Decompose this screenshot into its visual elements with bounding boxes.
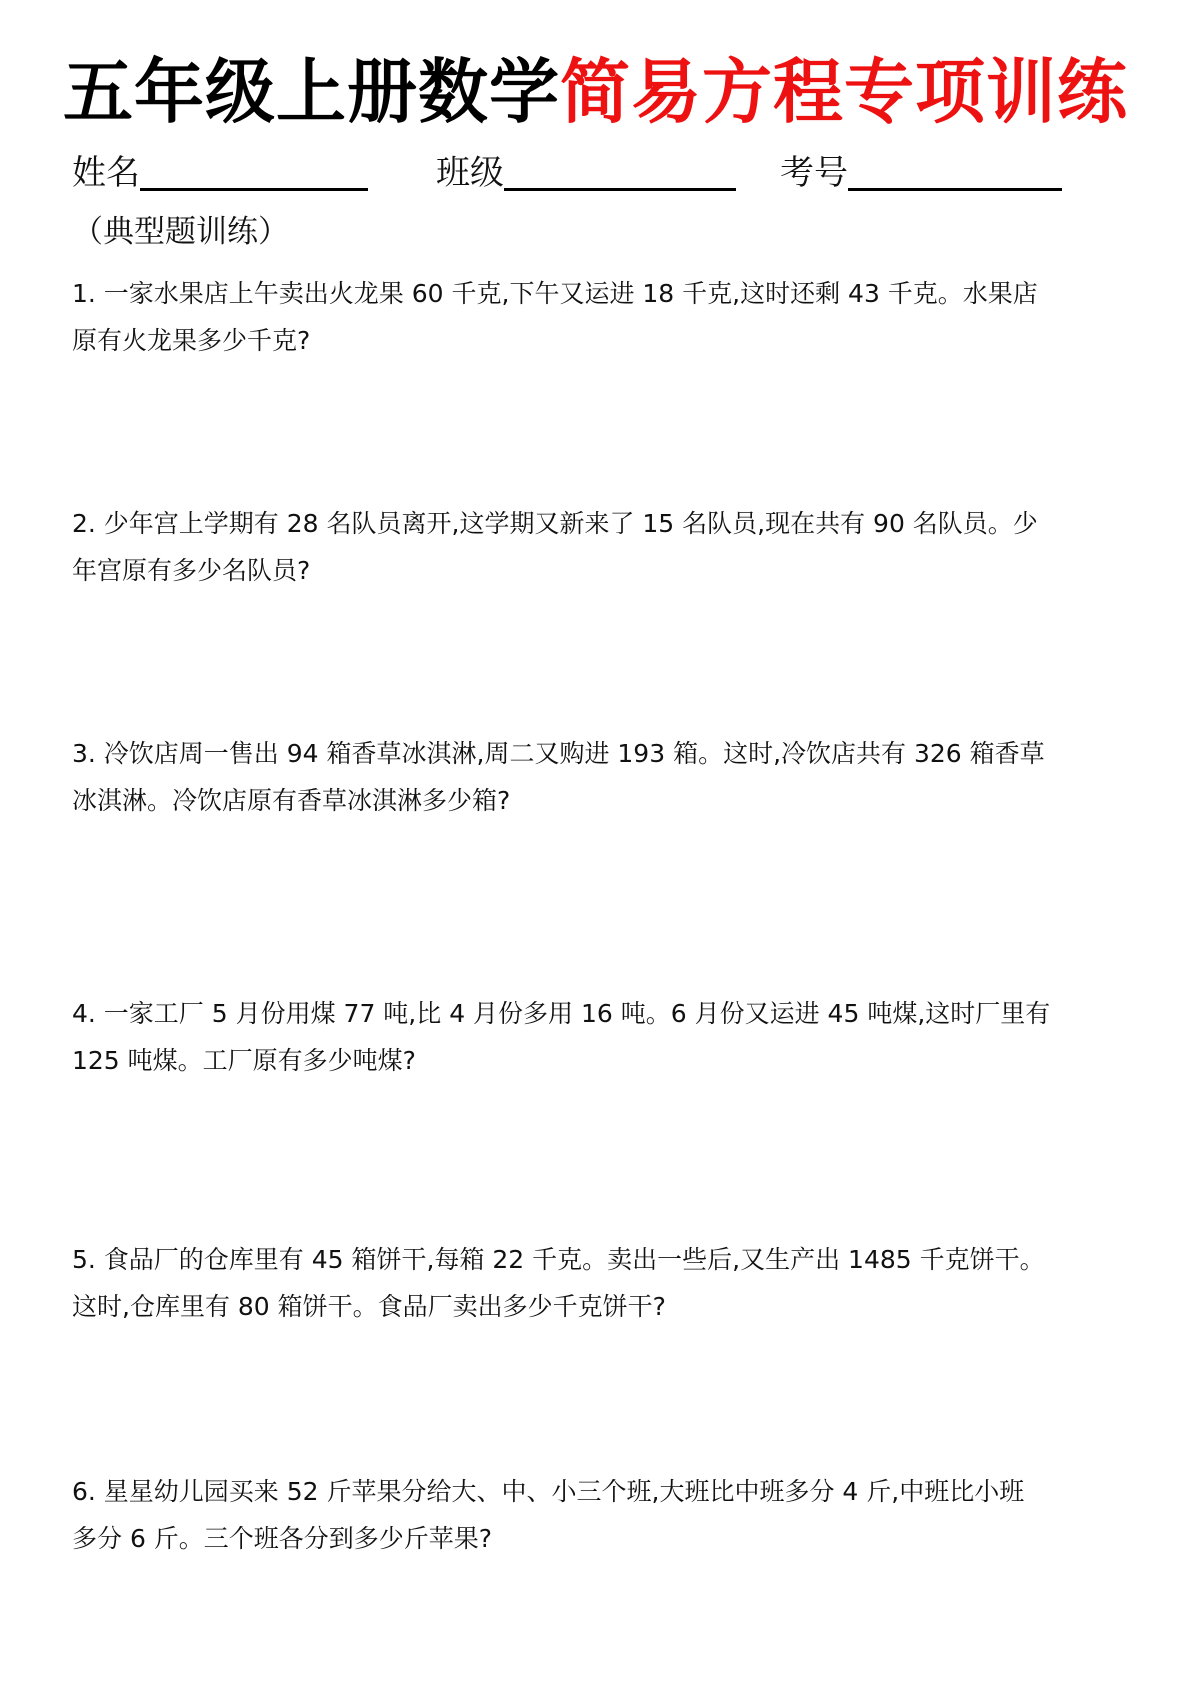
class-blank-line[interactable] bbox=[504, 148, 736, 191]
problem-5-line-2: 这时,仓库里有 80 箱饼干。食品厂卖出多少千克饼干? bbox=[72, 1292, 666, 1321]
problem-2-line-1: 2. 少年宫上学期有 28 名队员离开,这学期又新来了 15 名队员,现在共有 90 名队员。少 bbox=[72, 509, 1038, 538]
name-label: 姓名 bbox=[72, 153, 140, 193]
problem-4-line-2: 125 吨煤。工厂原有多少吨煤? bbox=[72, 1046, 416, 1075]
student-info-row bbox=[72, 148, 1132, 198]
exam-number-field[interactable] bbox=[780, 148, 1062, 198]
section-title: （典型题训练） bbox=[72, 214, 289, 250]
exam-number-label: 考号 bbox=[780, 153, 848, 193]
problem-3 bbox=[72, 730, 1126, 824]
problem-1-line-1: 1. 一家水果店上午卖出火龙果 60 千克,下午又运进 18 千克,这时还剩 43 千克。水果店 bbox=[72, 279, 1038, 308]
problem-6 bbox=[72, 1468, 1126, 1562]
problem-1-line-2: 原有火龙果多少千克? bbox=[72, 326, 311, 355]
problem-2-line-2: 年宫原有多少名队员? bbox=[72, 556, 311, 585]
name-field[interactable] bbox=[72, 148, 368, 198]
problem-6-line-2: 多分 6 斤。三个班各分到多少斤苹果? bbox=[72, 1524, 493, 1553]
problem-5 bbox=[72, 1236, 1126, 1330]
problem-5-line-1: 5. 食品厂的仓库里有 45 箱饼干,每箱 22 千克。卖出一些后,又生产出 1485 千克饼干。 bbox=[72, 1245, 1045, 1274]
problem-6-line-1: 6. 星星幼儿园买来 52 斤苹果分给大、中、小三个班,大班比中班多分 4 斤,中班比小班 bbox=[72, 1477, 1025, 1506]
problem-4-line-1: 4. 一家工厂 5 月份用煤 77 吨,比 4 月份多用 16 吨。6 月份又运进 45 吨煤,这时厂里有 bbox=[72, 999, 1051, 1028]
problem-3-line-1: 3. 冷饮店周一售出 94 箱香草冰淇淋,周二又购进 193 箱。这时,冷饮店共有 326 箱香草 bbox=[72, 739, 1045, 768]
name-blank-line[interactable] bbox=[140, 148, 368, 191]
problem-1 bbox=[72, 270, 1126, 364]
class-field[interactable] bbox=[436, 148, 736, 198]
problem-4 bbox=[72, 990, 1126, 1084]
class-label: 班级 bbox=[436, 153, 504, 193]
page-title bbox=[0, 42, 1191, 142]
problem-3-line-2: 冰淇淋。冷饮店原有香草冰淇淋多少箱? bbox=[72, 786, 511, 815]
problem-2 bbox=[72, 500, 1126, 594]
exam-number-blank-line[interactable] bbox=[848, 148, 1062, 191]
title-grade-subject: 五年级上册数学 bbox=[63, 51, 560, 133]
title-topic: 简易方程专项训练 bbox=[560, 51, 1128, 133]
